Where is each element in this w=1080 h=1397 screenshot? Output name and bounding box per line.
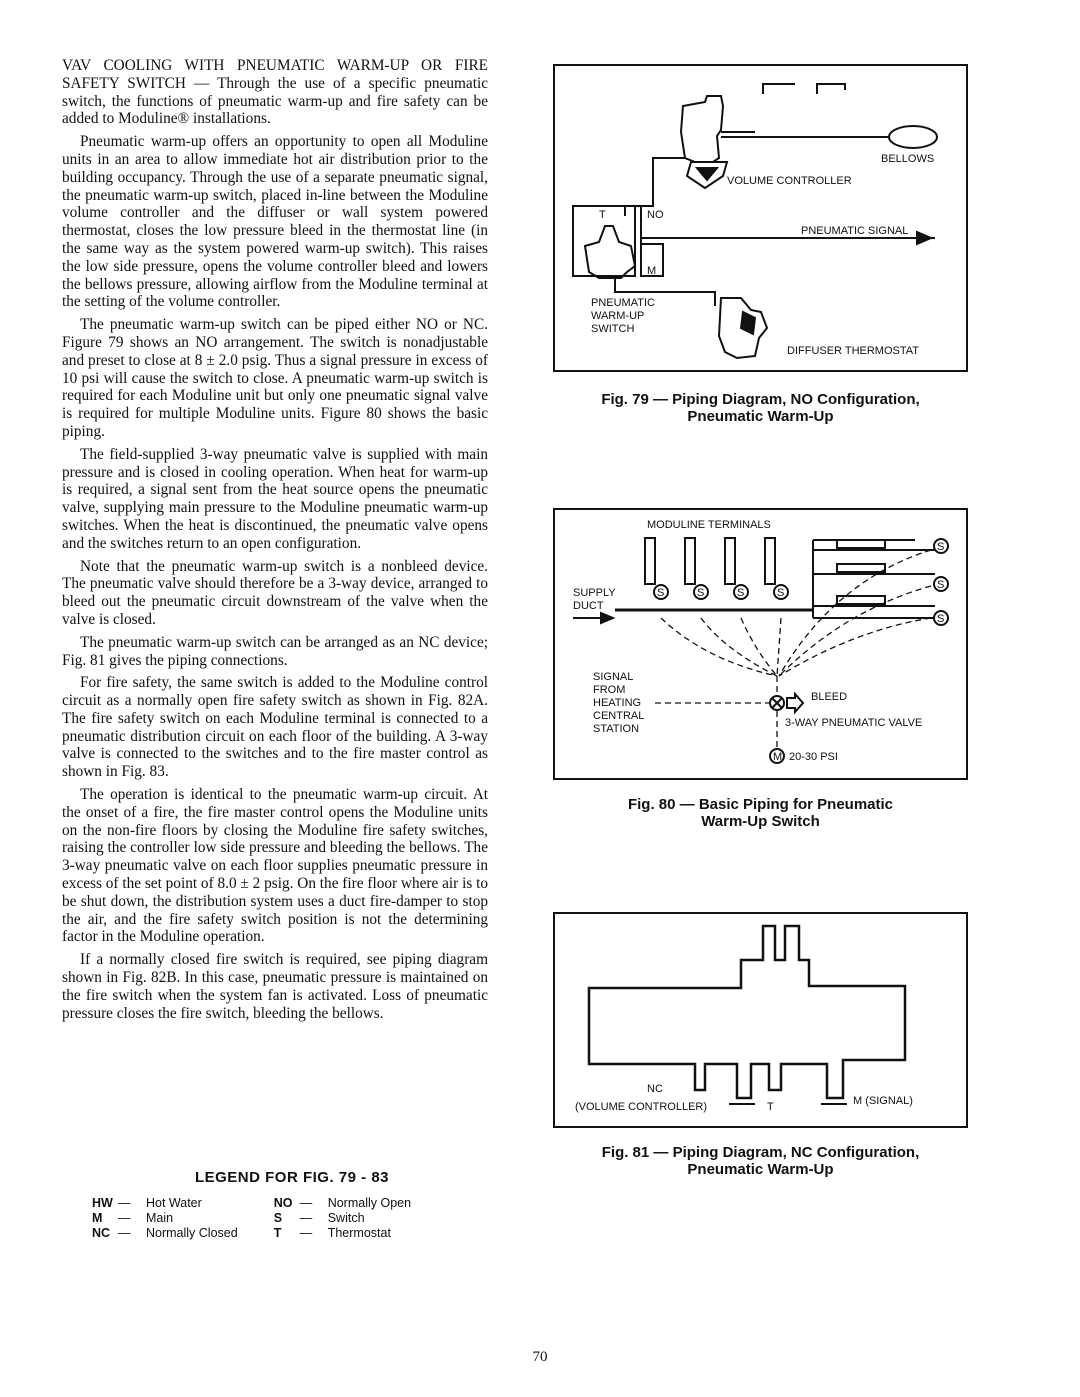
legend-text: Thermostat [327, 1226, 391, 1240]
legend-column-left [92, 1196, 238, 1241]
legend-row [274, 1226, 411, 1241]
moduline-terminal [837, 540, 885, 548]
fig80-svg [555, 510, 966, 778]
bleed-arrow-icon [787, 694, 803, 712]
warm-up-switch-body [585, 226, 635, 278]
thermostat-detail [741, 312, 755, 334]
legend-dash: — [118, 1226, 131, 1240]
legend-row [92, 1226, 238, 1241]
paragraph-nc-device: The pneumatic warm-up switch can be arranged as an NC device; Fig. 81 gives the piping connections. [62, 633, 488, 669]
legend-abbr: NC [92, 1226, 111, 1240]
label-nc: NC [647, 1083, 663, 1095]
label-s: S [697, 587, 705, 599]
legend-dash: — [299, 1211, 313, 1225]
legend-text: Hot Water [146, 1196, 202, 1210]
label-moduline-terminals: MODULINE TERMINALS [647, 519, 771, 531]
label-station: STATION [593, 723, 640, 735]
label-diffuser-thermostat: DIFFUSER THERMOSTAT [787, 345, 919, 357]
signal-line [701, 618, 777, 676]
moduline-terminal [765, 538, 775, 584]
legend-abbr: HW [92, 1196, 113, 1210]
label-warm-up: WARM-UP [591, 310, 645, 322]
legend [92, 1169, 492, 1241]
signal-line [779, 586, 931, 676]
fig80-caption [553, 796, 968, 830]
nc-switch-outline [589, 926, 905, 1098]
label-volume-controller: (VOLUME CONTROLLER) [575, 1101, 708, 1113]
paragraph-vav-cooling: VAV COOLING WITH PNEUMATIC WARM-UP OR FIRE SAFETY SWITCH — Through the use of a specific pneumatic switch, the functions of pneumatic warm-up and fire safety can be added to Moduline® installations. [62, 57, 488, 128]
fig80-caption-line2: Warm-Up Switch [701, 813, 820, 830]
label-heating: HEATING [593, 697, 642, 709]
legend-text: Main [146, 1211, 174, 1225]
paragraph-warm-up-overview: Pneumatic warm-up offers an opportunity to open all Moduline units in an area to allow immediate hot air distribution prior to the building occupancy. Through the use of a separate pneumatic signal, the pneumatic warm-up switch, placed in-line between the Moduline volume controller and the diffuser or wall system powered thermostat, closes the low pressure bleed in the thermostat line (in the same way as the system powered warm-up switch). This raises the low side pressure, opens the volume controller bleed and lowers the bellows pressure, allowing airflow from the Moduline terminal at the setting of the volume controller. [62, 133, 488, 311]
paragraph-3-way-valve: The field-supplied 3-way pneumatic valve is supplied with main pressure and is closed in cooling operation. When heat for warm-up is required, a signal sent from the heat source opens the pneumatic valve, supplying main pressure to the Moduline pneumatic warm-up switches. When the heat is discontinued, the pneumatic valve opens and the switches return to an open configuration. [62, 445, 488, 552]
arrow-icon [917, 232, 931, 244]
fig80-diagram [553, 508, 968, 780]
legend-abbr: S [273, 1211, 283, 1225]
fig81-caption-line1: Fig. 81 — Piping Diagram, NC Configuration, [601, 1144, 920, 1161]
legend-dash: — [299, 1196, 313, 1210]
legend-abbr: NO [273, 1196, 293, 1210]
pipe [763, 84, 795, 94]
label-no: NO [647, 209, 664, 221]
legend-abbr: T [273, 1226, 282, 1240]
legend-column-right [274, 1196, 411, 1241]
paragraph-no-nc-piping: The pneumatic warm-up switch can be piped either NO or NC. Figure 79 shows an NO arrangement. The switch is nonadjustable and preset to close at 8 ± 2.0 psig. Thus a signal pressure in excess of 10 psi will cause the switch to close. A pneumatic warm-up switch is required for each Moduline unit but only one pneumatic signal valve is required for multiple Moduline units. Figure 80 shows the basic piping. [62, 316, 488, 440]
legend-title: LEGEND FOR FIG. 79 - 83 [194, 1169, 390, 1186]
fig79-diagram [553, 64, 968, 372]
bellows-icon [889, 126, 937, 148]
fig79-caption-line2: Pneumatic Warm-Up [687, 408, 834, 425]
legend-row [274, 1211, 411, 1226]
moduline-terminal [837, 564, 885, 572]
fig81-svg [555, 914, 966, 1126]
fig81-caption [553, 1144, 968, 1178]
legend-dash: — [118, 1211, 131, 1225]
label-s: S [657, 587, 665, 599]
pipe [817, 84, 845, 94]
signal-line [779, 550, 931, 676]
label-switch: SWITCH [591, 323, 635, 335]
body-text-column [62, 57, 488, 1027]
moduline-terminal [837, 596, 885, 604]
fig81-diagram [553, 912, 968, 1128]
label-bellows: BELLOWS [881, 153, 935, 165]
paragraph-operation: The operation is identical to the pneumatic warm-up circuit. At the onset of a fire, the fire master control opens the Moduline units on the non-fire floors by closing the Moduline fire safety switches, raising the controller low side pressure and bleeding the bellows. The 3-way pneumatic valve on each floor supplies pneumatic pressure in excess of the set point of 8.0 ± 2 psig. On the fire floor where air is to be shut down, the distribution system uses a duct fire-damper to stop the air, and the fire safety switch position is not the determining factor in the Moduline operation. [62, 786, 488, 946]
legend-dash: — [118, 1196, 131, 1210]
label-supply: SUPPLY [573, 587, 616, 599]
label-bleed: BLEED [811, 691, 848, 703]
fig81-caption-line2: Pneumatic Warm-Up [687, 1161, 834, 1178]
fig79-caption-line1: Fig. 79 — Piping Diagram, NO Configuration, [601, 391, 920, 408]
signal-line [741, 618, 777, 676]
dial-pointer [697, 168, 717, 180]
label-s: S [737, 587, 745, 599]
paragraph-nonbleed-note: Note that the pneumatic warm-up switch is a nonbleed device. The pneumatic valve should therefore be a 3-way device, arranged to bleed out the pneumatic circuit downstream of the valve when the valve is closed. [62, 557, 488, 628]
legend-text: Normally Open [327, 1196, 412, 1210]
legend-text: Normally Closed [146, 1226, 238, 1240]
label-pneumatic: PNEUMATIC [591, 297, 655, 309]
legend-row [92, 1211, 238, 1226]
fig79-caption [553, 391, 968, 425]
label-3-way-valve: 3-WAY PNEUMATIC VALVE [785, 717, 923, 729]
moduline-terminal [685, 538, 695, 584]
arrow-icon [601, 613, 613, 623]
legend-text: Switch [327, 1211, 365, 1225]
signal-line [661, 618, 777, 676]
paragraph-fire-safety: For fire safety, the same switch is added to the Moduline control circuit as a normally open fire safety switch as shown in Fig. 82A. The fire safety switch on each Moduline terminal is connected to a pneumatic distribution circuit on each floor of the building. A 3-way valve is connected to the switches and to the fire master control as shown in Fig. 83. [62, 674, 488, 781]
label-from: FROM [593, 684, 626, 696]
paragraph-nc-fire-switch: If a normally closed fire switch is required, see piping diagram shown in Fig. 82B. In this case, pneumatic pressure is maintained on the fire switch when the system fan is activated. Loss of pneumatic pressure closes the fire switch, bleeding the bellows. [62, 951, 488, 1022]
label-s: S [937, 579, 945, 591]
label-s: S [777, 587, 785, 599]
label-m: M [647, 265, 657, 277]
label-m-signal: M (SIGNAL) [853, 1095, 913, 1107]
label-s: S [937, 541, 945, 553]
label-central: CENTRAL [593, 710, 645, 722]
fig80-caption-line1: Fig. 80 — Basic Piping for Pneumatic [627, 796, 894, 813]
moduline-terminal [725, 538, 735, 584]
legend-dash: — [299, 1226, 313, 1240]
page-number: 70 [532, 1349, 548, 1365]
volume-controller-body [681, 96, 723, 162]
label-signal: SIGNAL [593, 671, 634, 683]
label-t: T [767, 1101, 774, 1113]
label-duct: DUCT [573, 600, 604, 612]
signal-line [779, 618, 931, 676]
legend-row [274, 1196, 411, 1211]
legend-abbr: M [92, 1211, 103, 1225]
legend-row [92, 1196, 238, 1211]
label-s: S [937, 613, 945, 625]
label-psi: 20-30 PSI [789, 751, 838, 763]
label-m: M [773, 751, 783, 763]
label-volume-controller: VOLUME CONTROLLER [727, 175, 852, 187]
moduline-terminal [645, 538, 655, 584]
label-pneumatic-signal: PNEUMATIC SIGNAL [801, 225, 909, 237]
fig79-svg [555, 66, 966, 370]
signal-line [777, 618, 781, 676]
label-t: T [599, 209, 606, 221]
